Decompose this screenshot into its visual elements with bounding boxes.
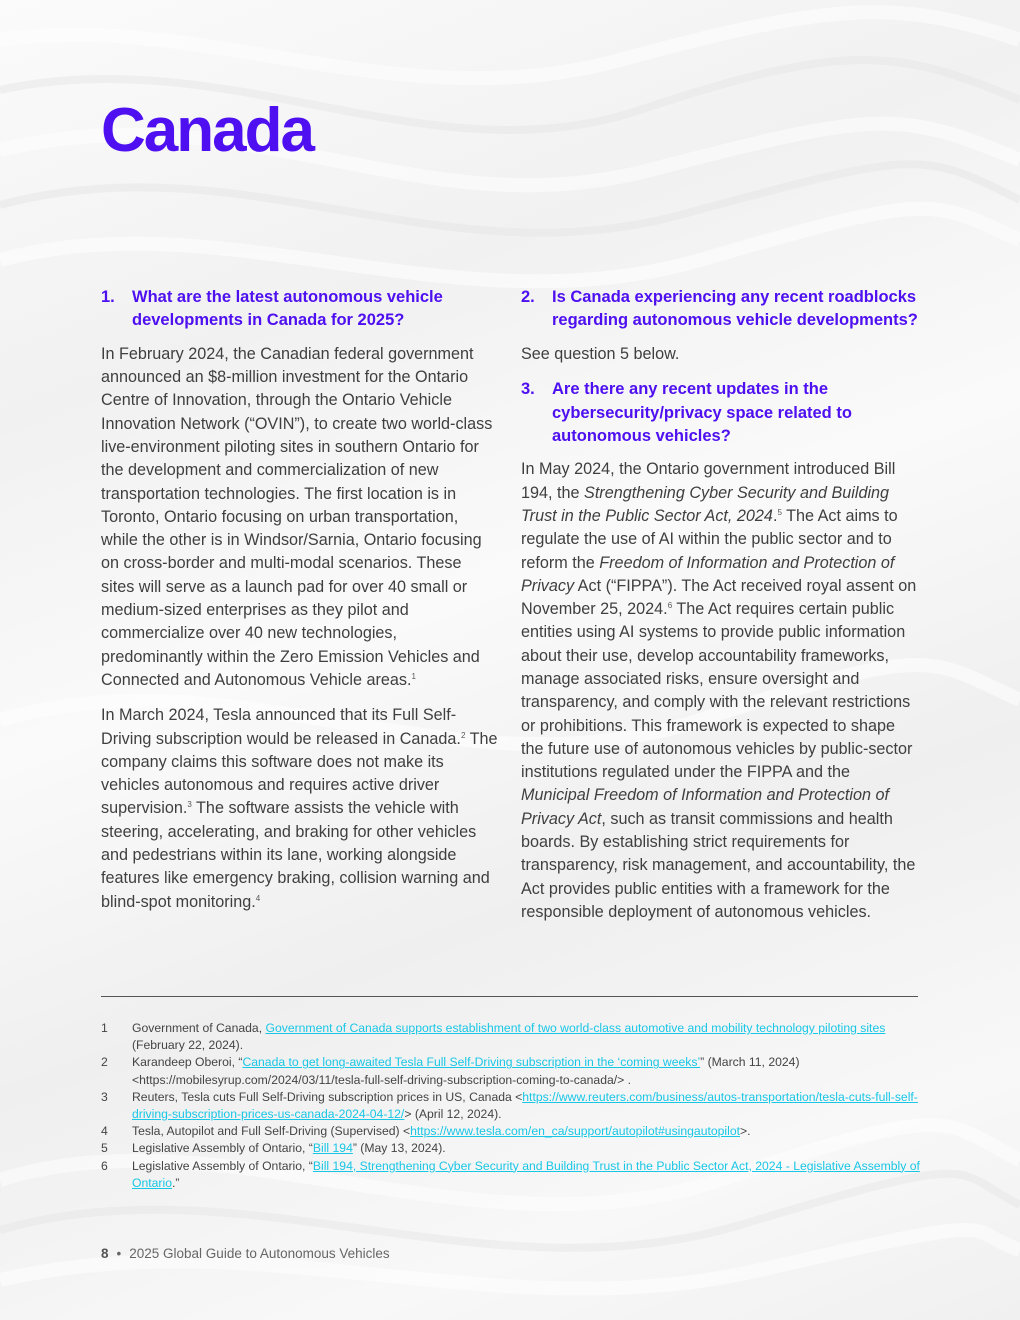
paragraph-text: In March 2024, Tesla announced that its Full Self-Driving subscription would be released in Canada.	[101, 706, 461, 748]
footnote-number: 3	[101, 1089, 108, 1104]
footnote-ref: 5	[777, 507, 782, 517]
footnote-source: Karandeep Oberoi, “	[132, 1055, 243, 1070]
paragraph-text: , such as transit commissions and health boards. By establishing strict requirements for transparency, risk management, and accountability, the Act provides public entities with a framework for the responsible deployment of autonomous vehicles.	[521, 809, 916, 921]
footnote-link[interactable]: https://www.reuters.com/business/autos-transportation/tesla-cuts-full-self-driving-subscription-prices-us-canada-2024-04-12/	[132, 1089, 918, 1122]
footnote-link[interactable]: Bill 194	[312, 1141, 353, 1156]
footnote-date: ” (March 11, 2024) <https://mobilesyrup.com/2024/03/11/tesla-full-self-driving-subscription-coming-to-canada/> .	[132, 1055, 800, 1087]
footnote-source: Legislative Assembly of Ontario, “	[132, 1141, 313, 1156]
footnote-item	[101, 1020, 921, 1054]
footnote-item	[101, 1158, 921, 1192]
paragraph-text: The Act aims to regulate the use of AI within the public sector and to reform the	[521, 506, 898, 572]
footnote-number: 1	[101, 1021, 108, 1035]
footnote-ref: 6	[667, 601, 673, 611]
footnote-source: Legislative Assembly of Ontario, “	[132, 1158, 313, 1173]
page-footer	[101, 1246, 390, 1261]
question-number: 1.	[101, 288, 115, 306]
footnotes	[101, 1020, 921, 1192]
footnote-item	[101, 1123, 921, 1140]
footnote-text	[132, 1020, 921, 1054]
paragraph-text: The Act requires certain public entities using AI systems to provide public information about their use, develop accountability frameworks, manage associated risks, ensure oversight and transparency, and comply with the relevant restrictions or prohibitions. This framework is expected to shape the future use of autonomous vehicles by public-sector institutions regulated under the FIPPA and the	[521, 600, 913, 782]
footnote-source: Reuters, Tesla cuts Full Self-Driving subscription prices in US, Canada <	[132, 1089, 523, 1104]
footnote-ref: 3	[187, 800, 192, 810]
footnote-link[interactable]: Canada to get long-awaited Tesla Full Self-Driving subscription in the ‘coming weeks’	[242, 1055, 701, 1070]
footnote-text	[132, 1140, 921, 1157]
paragraph-text: The company claims this software does not make its vehicles autonomous and requires active driver supervision.	[101, 729, 498, 818]
footnote-text	[132, 1123, 921, 1140]
act-title: Strengthening Cyber Security and Building Trust in the Public Sector Act, 2024	[521, 483, 890, 525]
paragraph-text: Act (“FIPPA”). The Act received royal assent on November 25, 2024.	[521, 576, 917, 619]
footnote-number: 2	[101, 1055, 108, 1070]
footnote-number: 5	[101, 1141, 108, 1156]
footnote-date: > (April 12, 2024).	[404, 1107, 502, 1122]
act-title: Freedom of Information and Protection of Privacy	[521, 553, 895, 595]
footnote-text	[132, 1054, 921, 1088]
answer-paragraph: See question 5 below.	[521, 344, 680, 363]
question-3	[521, 378, 919, 448]
page-number: 8	[101, 1246, 109, 1261]
footnote-link[interactable]: Bill 194, Strengthening Cyber Security and Building Trust in the Public Sector Act, 2024 - Legislative Assembly of Ontario	[132, 1158, 920, 1190]
footnote-link[interactable]: https://www.tesla.com/en_ca/support/autopilot#usingautopilot	[410, 1124, 741, 1139]
footnote-divider	[101, 996, 918, 997]
question-number: 3.	[521, 380, 535, 399]
footnote-item	[101, 1089, 921, 1123]
answer-paragraph	[101, 343, 499, 692]
left-column	[101, 286, 499, 926]
footnote-date: >.	[740, 1124, 751, 1139]
footnote-number: 4	[101, 1124, 108, 1139]
footnote-number: 6	[101, 1158, 108, 1173]
question-1	[101, 286, 499, 333]
paragraph-text: The software assists the vehicle with steering, accelerating, and braking for other vehicles and pedestrians within its lane, working alongside features like emergency braking, collision warning and blind-spot monitoring.	[101, 799, 490, 911]
page-title: Canada	[101, 96, 313, 165]
footnote-ref: 1	[411, 671, 416, 681]
footnote-text	[132, 1158, 921, 1192]
footnote-text	[132, 1089, 921, 1123]
document-title: 2025 Global Guide to Autonomous Vehicles	[129, 1246, 390, 1261]
footnote-link[interactable]: Government of Canada supports establishment of two world-class automotive and mobility technology piloting sites	[265, 1021, 886, 1035]
footer-separator: •	[116, 1246, 122, 1261]
question-text: Is Canada experiencing any recent roadblocks regarding autonomous vehicle developments?	[552, 288, 918, 330]
answer-paragraph	[101, 704, 499, 914]
right-column	[521, 286, 919, 936]
answer-paragraph	[521, 458, 919, 924]
question-text: Are there any recent updates in the cybersecurity/privacy space related to autonomous vehicles?	[552, 380, 852, 445]
footnote-ref: 4	[255, 893, 261, 903]
footnote-date: ” (May 13, 2024).	[352, 1141, 446, 1156]
footnote-source: Tesla, Autopilot and Full Self-Driving (Supervised) <	[132, 1124, 411, 1139]
footnote-date: (February 22, 2024).	[132, 1038, 244, 1053]
footnote-item	[101, 1054, 921, 1088]
paragraph-text: In May 2024, the Ontario government introduced Bill 194, the	[521, 460, 896, 502]
question-2	[521, 286, 919, 333]
question-text: What are the latest autonomous vehicle developments in Canada for 2025?	[132, 288, 443, 330]
footnote-item	[101, 1140, 921, 1157]
paragraph-text: .	[772, 506, 778, 525]
act-title: Municipal Freedom of Information and Protection of Privacy Act	[521, 786, 890, 828]
footnote-source: Government of Canada,	[132, 1021, 266, 1035]
paragraph-text: In February 2024, the Canadian federal government announced an $8-million investment for the Ontario Centre of Innovation, through the Ontario Vehicle Innovation Network (“OVIN”), to create two world-class live-environment piloting sites in southern Ontario for the development and commercialization of new transportation technologies. The first location is in Toronto, Ontario focusing on urban transportation, while the other is in Windsor/Sarnia, Ontario focusing on cross-border and multi-modal scenarios. These sites will serve as a launch pad for over 40 small or medium-sized enterprises as they pilot and commercialize over 40 new technologies, predominantly within the Zero Emission Vehicles and Connected and Autonomous Vehicle areas.	[101, 344, 493, 689]
footnote-date: .”	[171, 1175, 180, 1190]
footnote-ref: 2	[460, 730, 466, 740]
question-number: 2.	[521, 288, 535, 306]
